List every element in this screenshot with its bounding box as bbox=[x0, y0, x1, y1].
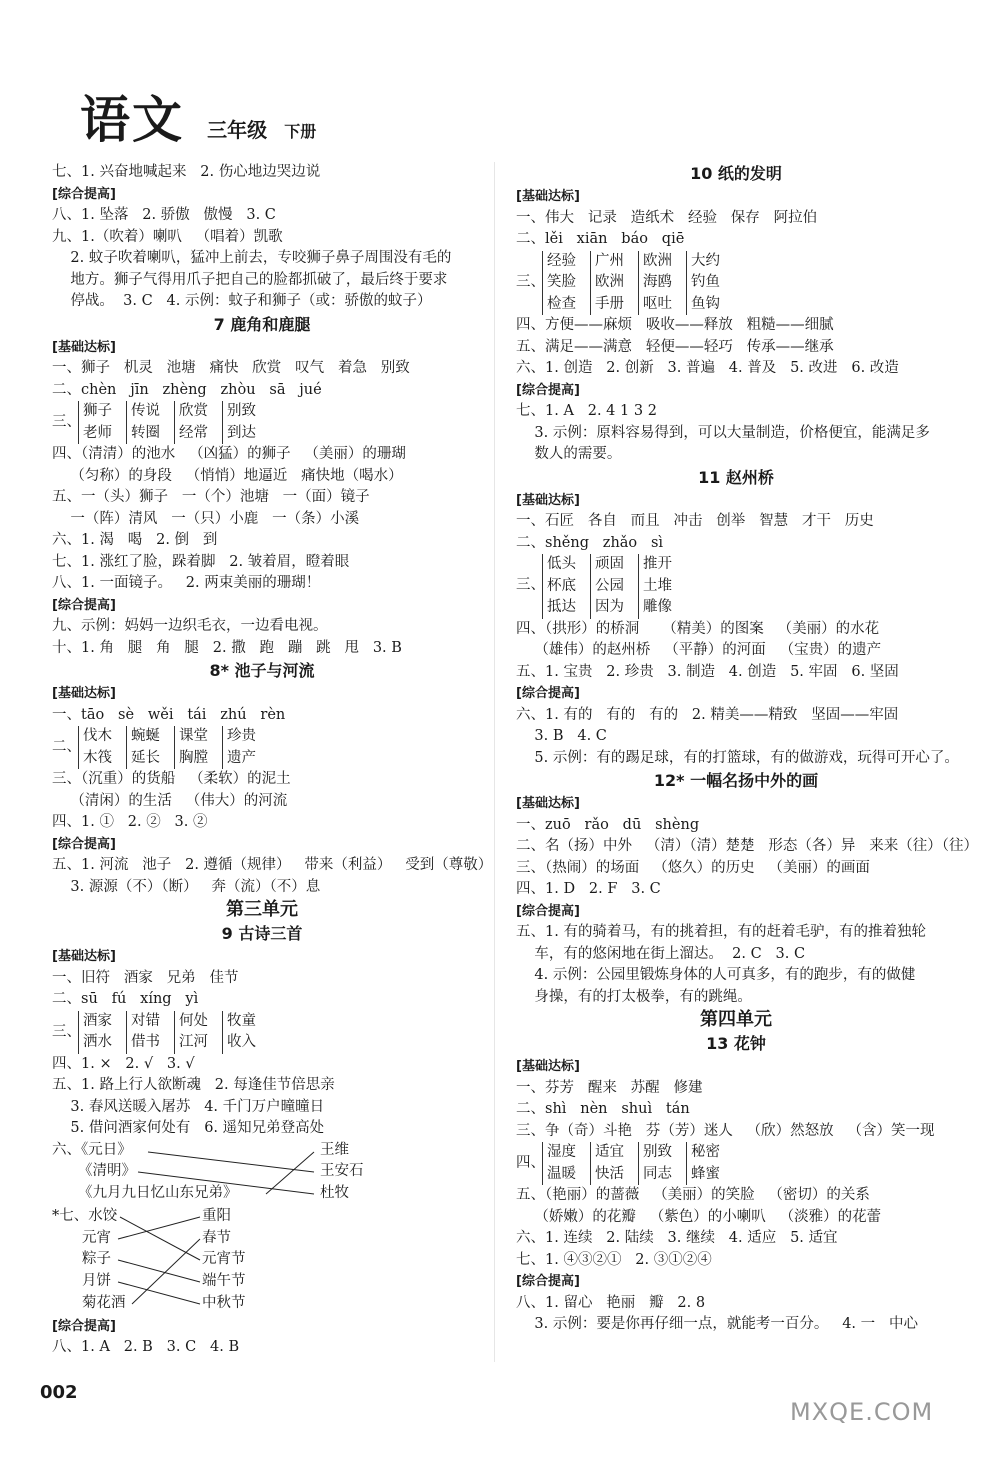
grid-label: 二、 bbox=[52, 739, 81, 755]
section-tag: [基础达标] bbox=[516, 796, 580, 811]
section-tag: [基础达标] bbox=[52, 949, 116, 964]
word-grid bbox=[516, 1142, 956, 1185]
answer-line: 2. 蚊子吹着喇叭，猛冲上前去，专咬狮子鼻子周围没有毛的 bbox=[52, 250, 452, 266]
right-column bbox=[516, 162, 978, 1336]
grid-cells bbox=[78, 401, 256, 444]
grid-cell: 借书 bbox=[126, 1032, 160, 1054]
answer-line: 一、芬芳 醒来 苏醒 修建 bbox=[516, 1079, 703, 1096]
grid-cell: 欧洲 bbox=[590, 272, 624, 294]
section-tag: [综合提高] bbox=[52, 186, 116, 202]
unit-heading: 第三单元 bbox=[226, 899, 298, 920]
answer-line: 二、lěi xiān báo qiē bbox=[516, 231, 685, 247]
answer-line: 3. 示例：要是你再仔细一点，就能考一百分。 4. 一 中心 bbox=[516, 1316, 918, 1332]
answer-line: 八、1. 留心 艳丽 瓣 2. 8 bbox=[516, 1294, 706, 1311]
grid-cell: 酒家 bbox=[83, 1012, 112, 1029]
match-right: 王维 bbox=[320, 1141, 349, 1158]
grid-cell: 何处 bbox=[174, 1011, 208, 1033]
answer-line: 一、tāo sè wěi tái zhú rèn bbox=[52, 706, 286, 723]
lesson-title: 11 赵州桥 bbox=[698, 467, 774, 487]
answer-line: 5. 借问酒家何处有 6. 遥知兄弟登高处 bbox=[52, 1120, 325, 1136]
match-right: 王安石 bbox=[320, 1162, 364, 1179]
answer-line: 四、1. × 2. √ 3. √ bbox=[52, 1055, 195, 1072]
answer-line: 数人的需要。 bbox=[516, 446, 622, 462]
answer-line: 十、1. 角 腿 角 腿 2. 撒 跑 蹦 跳 甩 3. B bbox=[52, 639, 402, 656]
answer-line: 四、1. ① 2. ② 3. ② bbox=[52, 814, 208, 830]
answer-line: （雄伟）的赵州桥 （平静）的河面 （宝贵）的遗产 bbox=[516, 642, 882, 658]
answer-line: 五、满足——满意 轻便——轻巧 传承——继承 bbox=[516, 338, 834, 355]
lesson-title: 13 花钟 bbox=[706, 1034, 766, 1053]
grid-cell: 经常 bbox=[174, 423, 208, 445]
answer-line: 一、石匠 各自 而且 冲击 创举 智慧 才干 历史 bbox=[516, 513, 874, 529]
grid-cell: 抵达 bbox=[547, 599, 576, 615]
grid-cells bbox=[78, 726, 256, 769]
grid-cell: 江河 bbox=[174, 1032, 208, 1054]
grid-cell: 洒水 bbox=[83, 1034, 112, 1050]
answer-line: 七、1. 兴奋地喊起来 2. 伤心地边哭边说 bbox=[52, 164, 321, 180]
watermark: MXQE.COM bbox=[790, 1398, 934, 1426]
grid-cell: 适宜 bbox=[590, 1142, 624, 1164]
grid-cell: 钓鱼 bbox=[686, 272, 720, 294]
answer-line: 六、1. 有的 有的 有的 2. 精美——精致 坚固——牢固 bbox=[516, 706, 899, 723]
page-number: 002 bbox=[40, 1382, 78, 1403]
answer-line: 4. 示例：公园里锻炼身体的人可真多，有的跑步，有的做健 bbox=[516, 967, 916, 983]
grid-cell: 公园 bbox=[590, 576, 624, 598]
grid-cell: 收入 bbox=[222, 1032, 256, 1054]
grid-label: 三、 bbox=[52, 1023, 81, 1040]
answer-line: 六、1. 渴 喝 2. 倒 到 bbox=[52, 532, 218, 548]
grid-cell: 顽固 bbox=[590, 554, 624, 576]
lesson-title: 7 鹿角和鹿腿 bbox=[213, 314, 311, 334]
grid-cell: 对错 bbox=[126, 1011, 160, 1033]
grid-label: 三、 bbox=[52, 414, 81, 430]
unit-heading: 第四单元 bbox=[700, 1009, 772, 1030]
answer-line: 3. B 4. C bbox=[516, 728, 607, 744]
poem-matching bbox=[52, 1140, 472, 1206]
match-right: 重阳 bbox=[202, 1207, 231, 1224]
answer-line: 二、sū fú xíng yì bbox=[52, 991, 199, 1007]
grid-cell: 广州 bbox=[590, 251, 624, 273]
answer-line: 四、1. D 2. F 3. C bbox=[516, 881, 661, 897]
grid-cell: 木筏 bbox=[83, 749, 112, 766]
grid-cell: 别致 bbox=[222, 401, 256, 423]
grid-cell: 秘密 bbox=[686, 1142, 720, 1164]
section-tag: [综合提高] bbox=[516, 903, 580, 919]
grid-cell: 海鸥 bbox=[638, 272, 672, 294]
grid-cell: 别致 bbox=[638, 1142, 672, 1164]
grid-cell: 老师 bbox=[83, 424, 112, 441]
grid-cell: 传说 bbox=[126, 401, 160, 423]
section-tag: [综合提高] bbox=[516, 1274, 580, 1289]
grid-cell: 经验 bbox=[547, 252, 576, 269]
grid-cell: 转圈 bbox=[126, 423, 160, 445]
match-right: 端午节 bbox=[202, 1272, 246, 1289]
answer-line: 五、1. 宝贵 2. 珍贵 3. 制造 4. 创造 5. 牢固 6. 坚固 bbox=[516, 663, 899, 680]
answer-line: 七、1. ④③②① 2. ③①②④ bbox=[516, 1251, 712, 1268]
section-tag: [基础达标] bbox=[516, 1059, 580, 1074]
section-tag: [基础达标] bbox=[52, 339, 116, 355]
answer-line: 九、示例：妈妈一边织毛衣，一边看电视。 bbox=[52, 618, 328, 634]
grid-cell: 雕像 bbox=[638, 597, 672, 619]
answer-line: 八、1. 坠落 2. 骄傲 傲慢 3. C bbox=[52, 207, 276, 223]
answer-line: 车，有的悠闲地在街上溜达。 2. C 3. C bbox=[516, 945, 806, 962]
match-left: 元宵 bbox=[82, 1229, 111, 1246]
match-right: 中秋节 bbox=[202, 1294, 246, 1311]
match-right: 杜牧 bbox=[320, 1184, 349, 1201]
lesson-title: 12* 一幅名扬中外的画 bbox=[653, 771, 819, 790]
answer-line: 一、狮子 机灵 池塘 痛快 欣赏 叹气 着急 别致 bbox=[52, 360, 410, 376]
answer-line: 五、1. 有的骑着马，有的挑着担，有的赶着毛驴，有的推着独轮 bbox=[516, 924, 926, 940]
answer-line: （匀称）的身段 （悄悄）地逼近 痛快地（喝水） bbox=[52, 467, 403, 484]
answer-line: 七、1. A 2. 4 1 3 2 bbox=[516, 403, 657, 419]
grid-cell: 因为 bbox=[590, 597, 624, 619]
left-column bbox=[52, 162, 493, 1359]
volume-label: 下册 bbox=[284, 122, 317, 141]
answer-line: 一、伟大 记录 造纸术 经验 保存 阿拉伯 bbox=[516, 209, 818, 226]
match-left: 月饼 bbox=[82, 1272, 111, 1289]
section-tag: [基础达标] bbox=[516, 492, 580, 508]
grade-label: 三年级 bbox=[207, 118, 268, 142]
grid-cell: 湿度 bbox=[547, 1144, 576, 1160]
answer-line: 六、1. 连续 2. 陆续 3. 继续 4. 适应 5. 适宜 bbox=[516, 1230, 838, 1246]
lesson-title: 8* 池子与河流 bbox=[209, 661, 315, 680]
answer-line: 八、1. A 2. B 3. C 4. B bbox=[52, 1339, 240, 1355]
grid-cells bbox=[542, 1142, 720, 1185]
word-grid bbox=[516, 251, 956, 316]
answer-line: 3. 春风送暖入屠苏 4. 千门万户曈曈日 bbox=[52, 1098, 325, 1115]
answer-line: 三、（热闹）的场面 （悠久）的历史 （美丽）的画面 bbox=[516, 859, 870, 876]
grid-cell: 大约 bbox=[686, 251, 720, 273]
column-divider bbox=[494, 162, 495, 1362]
grid-cell: 手册 bbox=[590, 294, 624, 316]
lesson-title: 10 纸的发明 bbox=[690, 164, 782, 183]
grid-cell: 蜂蜜 bbox=[686, 1164, 720, 1186]
word-grid bbox=[516, 554, 956, 619]
grid-cells bbox=[542, 251, 720, 316]
section-tag: [基础达标] bbox=[52, 686, 116, 701]
grid-cell: 伐木 bbox=[83, 728, 112, 744]
grid-cell: 狮子 bbox=[83, 403, 112, 419]
match-right: 元宵节 bbox=[202, 1250, 246, 1267]
answer-line: 六、1. 创造 2. 创新 3. 普遍 4. 普及 5. 改进 6. 改造 bbox=[516, 360, 899, 376]
word-grid bbox=[52, 1011, 472, 1054]
grid-cell: 蜿蜒 bbox=[126, 726, 160, 748]
answer-line: 三、争（奇）斗艳 芬（芳）迷人 （欣）然怒放 （含）笑一现 bbox=[516, 1122, 935, 1139]
festival-matching bbox=[52, 1206, 472, 1316]
answer-line: 三、（沉重）的货船 （柔软）的泥土 bbox=[52, 771, 291, 787]
grid-cell: 牧童 bbox=[222, 1011, 256, 1033]
answer-line: 五、（艳丽）的蔷薇 （美丽）的笑脸 （密切）的关系 bbox=[516, 1187, 870, 1203]
answer-line: 身操，有的打太极拳，有的跳绳。 bbox=[516, 988, 752, 1005]
grid-cell: 延长 bbox=[126, 748, 160, 770]
answer-line: 一、旧符 酒家 兄弟 佳节 bbox=[52, 969, 239, 986]
section-tag: [综合提高] bbox=[516, 686, 580, 701]
grid-cell: 珍贵 bbox=[222, 726, 256, 748]
grid-cell: 欧洲 bbox=[638, 251, 672, 273]
answer-line: 五、1. 路上行人欲断魂 2. 每逢佳节倍思亲 bbox=[52, 1077, 335, 1093]
answer-line: （娇嫩）的花瓣 （紫色）的小喇叭 （淡雅）的花蕾 bbox=[516, 1208, 882, 1225]
match-left: *七、水饺 bbox=[52, 1207, 118, 1224]
answer-line: 地方。狮子气得用爪子把自己的脸都抓破了，最后终于要求 bbox=[52, 271, 448, 288]
match-left: 六、《元日》 bbox=[52, 1141, 132, 1158]
grid-cell: 呕吐 bbox=[638, 294, 672, 316]
answer-line: 五、1. 河流 池子 2. 遵循（规律） 带来（利益） 受到（尊敬） bbox=[52, 857, 493, 873]
grid-cell: 土堆 bbox=[638, 576, 672, 598]
grid-label: 四、 bbox=[516, 1155, 545, 1171]
answer-line: 四、方便——麻烦 吸收——释放 粗糙——细腻 bbox=[516, 317, 834, 333]
answer-line: 二、shì nèn shuì tán bbox=[516, 1101, 690, 1117]
answer-line: 二、shěng zhǎo sì bbox=[516, 534, 664, 551]
answer-line: 五、一（头）狮子 一（个）池塘 一（面）镜子 bbox=[52, 489, 370, 505]
grid-cell: 低头 bbox=[547, 556, 576, 572]
section-tag: [综合提高] bbox=[516, 382, 580, 398]
section-tag: [基础达标] bbox=[516, 189, 580, 204]
grid-cell: 笑脸 bbox=[547, 274, 576, 290]
grid-cells bbox=[78, 1011, 256, 1054]
page-header bbox=[80, 80, 317, 149]
grid-cell: 欣赏 bbox=[174, 401, 208, 423]
grid-cell: 杯底 bbox=[547, 577, 576, 594]
section-tag: [综合提高] bbox=[52, 836, 116, 852]
match-left: 菊花酒 bbox=[82, 1294, 126, 1311]
grid-label: 三、 bbox=[516, 273, 545, 290]
answer-line: （清闲）的生活 （伟大）的河流 bbox=[52, 792, 288, 809]
grid-label: 三、 bbox=[516, 577, 545, 593]
answer-line: 3. 源源（不）（断） 奔（流）（不）息 bbox=[52, 878, 321, 895]
match-right: 春节 bbox=[202, 1229, 231, 1246]
grid-cell: 到达 bbox=[222, 423, 256, 445]
grid-cell: 同志 bbox=[638, 1164, 672, 1186]
answer-line: 七、1. 涨红了脸，跺着脚 2. 皱着眉，瞪着眼 bbox=[52, 553, 350, 570]
grid-cell: 胸膛 bbox=[174, 748, 208, 770]
answer-line: 九、1.（吹着）喇叭 （唱着）凯歌 bbox=[52, 228, 283, 245]
answer-line: 四、（拱形）的桥洞 （精美）的图案 （美丽）的水花 bbox=[516, 620, 880, 637]
grid-cells bbox=[542, 554, 672, 619]
answer-line: 5. 示例：有的踢足球，有的打篮球，有的做游戏，玩得可开心了。 bbox=[516, 749, 959, 766]
match-left: 《九月九日忆山东兄弟》 bbox=[78, 1184, 238, 1201]
answer-line: 二、名（扬）中外 （清）（清）楚楚 形态（各）异 来来（往）（往） bbox=[516, 838, 978, 854]
answer-line: 停战。 3. C 4. 示例：蚊子和狮子（或：骄傲的蚊子） bbox=[52, 293, 432, 309]
section-tag: [综合提高] bbox=[52, 597, 116, 613]
subject-title: 语文 bbox=[80, 91, 184, 149]
match-left: 《清明》 bbox=[78, 1162, 136, 1179]
grid-cell: 遗产 bbox=[222, 748, 256, 770]
answer-line: 八、1. 一面镜子。 2. 两束美丽的珊瑚！ bbox=[52, 575, 321, 591]
answer-line: 一（阵）清风 一（只）小鹿 一（条）小溪 bbox=[52, 510, 360, 527]
section-tag: [综合提高] bbox=[52, 1318, 116, 1334]
answer-line: 二、chèn jīn zhèng zhòu sā jué bbox=[52, 381, 322, 398]
word-grid bbox=[52, 401, 472, 444]
grid-cell: 课堂 bbox=[174, 726, 208, 748]
grid-cell: 鱼钩 bbox=[686, 294, 720, 316]
lesson-title: 9 古诗三首 bbox=[221, 924, 303, 943]
grid-cell: 检查 bbox=[547, 295, 576, 312]
match-left: 粽子 bbox=[82, 1250, 111, 1267]
grid-cell: 快活 bbox=[590, 1164, 624, 1186]
answer-line: 四、（清清）的池水 （凶猛）的狮子 （美丽）的珊瑚 bbox=[52, 446, 406, 462]
answer-line: 3. 示例：原料容易得到，可以大量制造，价格便宜，能满足多 bbox=[516, 424, 930, 441]
grid-cell: 推开 bbox=[638, 554, 672, 576]
word-grid bbox=[52, 726, 472, 769]
grid-cell: 温暖 bbox=[547, 1165, 576, 1182]
answer-line: 一、zuō rǎo dū shèng bbox=[516, 816, 700, 833]
